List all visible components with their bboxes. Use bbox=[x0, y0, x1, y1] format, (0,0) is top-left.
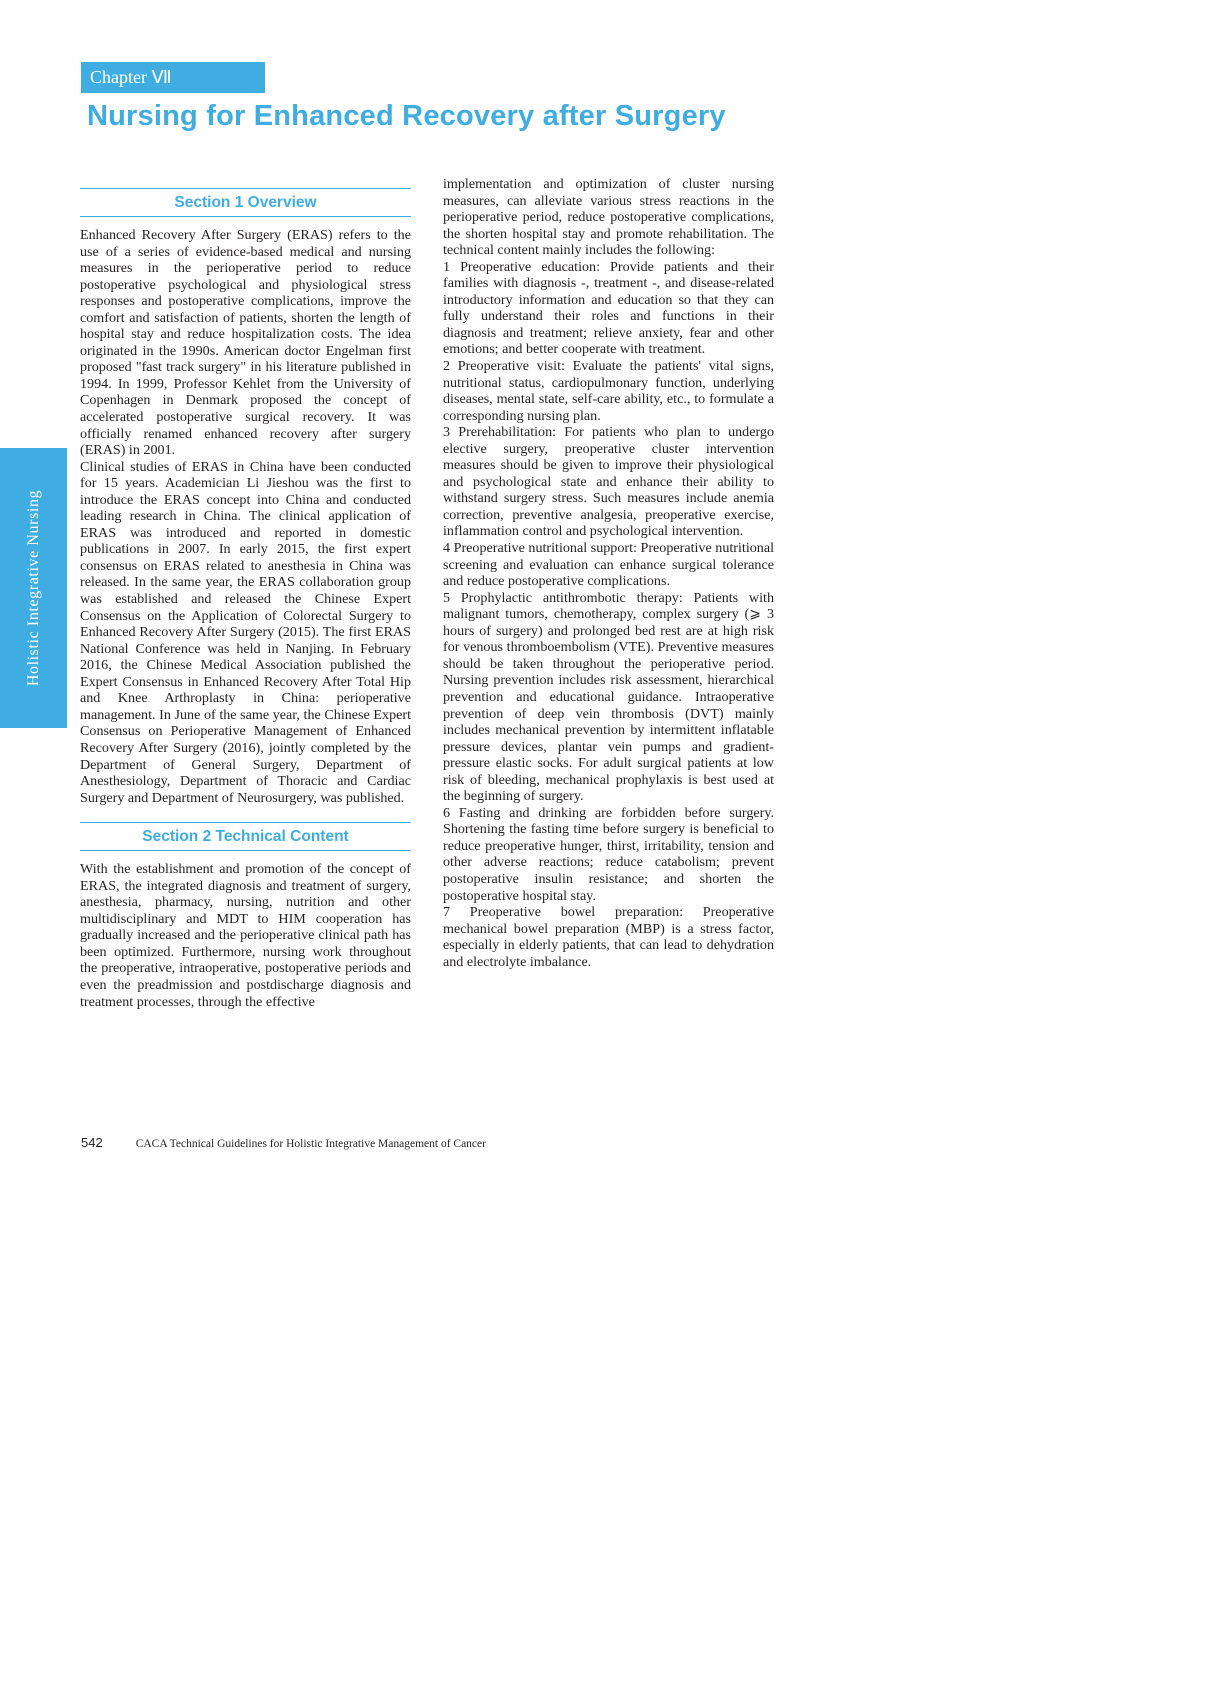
list-item: 5 Prophylactic antithrombotic therapy: Patients with malignant tumors, chemotherapy, complex surgery (⩾ 3 hours of surgery) and prolonged bed rest are at high risk for venous thromboembolism (VTE). Preventive measures should be taken throughout the perioperative period. Nursing prevention includes risk assessment, hierarchical prevention and educational guidance. Intraoperative prevention of deep vein thrombosis (DVT) mainly includes mechanical prevention by intermittent inflatable pressure devices, plantar vein pumps and gradient-pressure elastic socks. For adult surgical patients at low risk of bleeding, mechanical prophylaxis is best used at the beginning of surgery. bbox=[443, 589, 774, 805]
list-item: 7 Preoperative bowel preparation: Preoperative mechanical bowel preparation (MBP) is a stress factor, especially in elderly patients, that can lead to dehydration and electrolyte imbalance. bbox=[443, 904, 774, 970]
paragraph: Enhanced Recovery After Surgery (ERAS) refers to the use of a series of evidence-based medical and nursing measures in the perioperative period to reduce postoperative psychological and physiological stress responses and postoperative complications, improve the comfort and satisfaction of patients, shorten the length of hospital stay and reduce hospitalization costs. The idea originated in the 1990s. American doctor Engelman first proposed "fast track surgery" in his literature published in 1994. In 1999, Professor Kehlet from the University of Copenhagen in Denmark proposed the concept of accelerated postoperative surgical recovery. It was officially renamed enhanced recovery after surgery (ERAS) in 2001. bbox=[80, 227, 411, 459]
chapter-title: Nursing for Enhanced Recovery after Surgery bbox=[87, 100, 726, 132]
side-tab bbox=[0, 448, 67, 728]
paragraph: Clinical studies of ERAS in China have been conducted for 15 years. Academician Li Jieshou was the first to introduce the ERAS concept into China and conducted leading research in China. The clinical application of ERAS was introduced and reported in domestic publications in 2007. In early 2015, the first expert consensus on ERAS related to anesthesia in China was released. In the same year, the ERAS collaboration group was established and released the Chinese Expert Consensus on the Application of Colorectal Surgery to Enhanced Recovery After Surgery (2015). The first ERAS National Conference was held in Nanjing. In February 2016, the Chinese Medical Association published the Expert Consensus in Enhanced Recovery After Total Hip and Knee Arthroplasty in China: perioperative management. In June of the same year, the Chinese Expert Consensus on Perioperative Management of Enhanced Recovery After Surgery (2016), jointly completed by the Department of General Surgery, Department of Anesthesiology, Department of Thoracic and Cardiac Surgery and Department of Neurosurgery, was published. bbox=[80, 458, 411, 806]
list-item: 2 Preoperative visit: Evaluate the patients' vital signs, nutritional status, cardiopulmonary function, underlying diseases, mental state, self-care ability, etc., to formulate a corresponding nursing plan. bbox=[443, 358, 774, 424]
list-item: 3 Prerehabilitation: For patients who plan to undergo elective surgery, preoperative cluster intervention measures should be given to improve their physiological and psychological state and enhance their ability to withstand surgery stress. Such measures include anemia correction, preventive analgesia, preoperative exercise, inflammation control and psychological intervention. bbox=[443, 424, 774, 540]
page-number: 542 bbox=[81, 1135, 103, 1150]
list-item: 1 Preoperative education: Provide patients and their families with diagnosis -, treatment -, and disease-related introductory information and education so that they can fully understand their roles and functions in their diagnosis and treatment; relieve anxiety, fear and other emotions; and better cooperate with treatment. bbox=[443, 258, 774, 358]
section-1-heading: Section 1 Overview bbox=[80, 188, 411, 217]
left-column bbox=[80, 188, 411, 1010]
paragraph: With the establishment and promotion of the concept of ERAS, the integrated diagnosis and treatment of surgery, anesthesia, pharmacy, nursing, nutrition and other multidisciplinary and MDT to HIM cooperation has gradually increased and the perioperative clinical path has been optimized. Furthermore, nursing work throughout the preoperative, intraoperative, postoperative periods and even the preadmission and postdischarge diagnosis and treatment processes, through the effective bbox=[80, 861, 411, 1010]
chapter-label: Chapter Ⅶ bbox=[81, 62, 265, 93]
list-item: 4 Preoperative nutritional support: Preoperative nutritional screening and evaluation can enhance surgical tolerance and reduce postoperative complications. bbox=[443, 540, 774, 590]
page-footer bbox=[81, 1135, 486, 1151]
paragraph: implementation and optimization of cluster nursing measures, can alleviate various stress reactions in the perioperative period, reduce postoperative complications, the shorten hospital stay and promote rehabilitation. The technical content mainly includes the following: bbox=[443, 176, 774, 259]
running-title: CACA Technical Guidelines for Holistic Integrative Management of Cancer bbox=[135, 1138, 486, 1150]
list-item: 6 Fasting and drinking are forbidden before surgery. Shortening the fasting time before surgery is beneficial to reduce preoperative hunger, thirst, irritability, tension and other adverse reactions; reduce catabolism; prevent postoperative insulin resistance; and shorten the postoperative hospital stay. bbox=[443, 804, 774, 904]
section-2-heading: Section 2 Technical Content bbox=[80, 822, 411, 851]
side-tab-label: Holistic Integrative Nursing bbox=[24, 489, 42, 687]
right-column bbox=[443, 176, 774, 970]
